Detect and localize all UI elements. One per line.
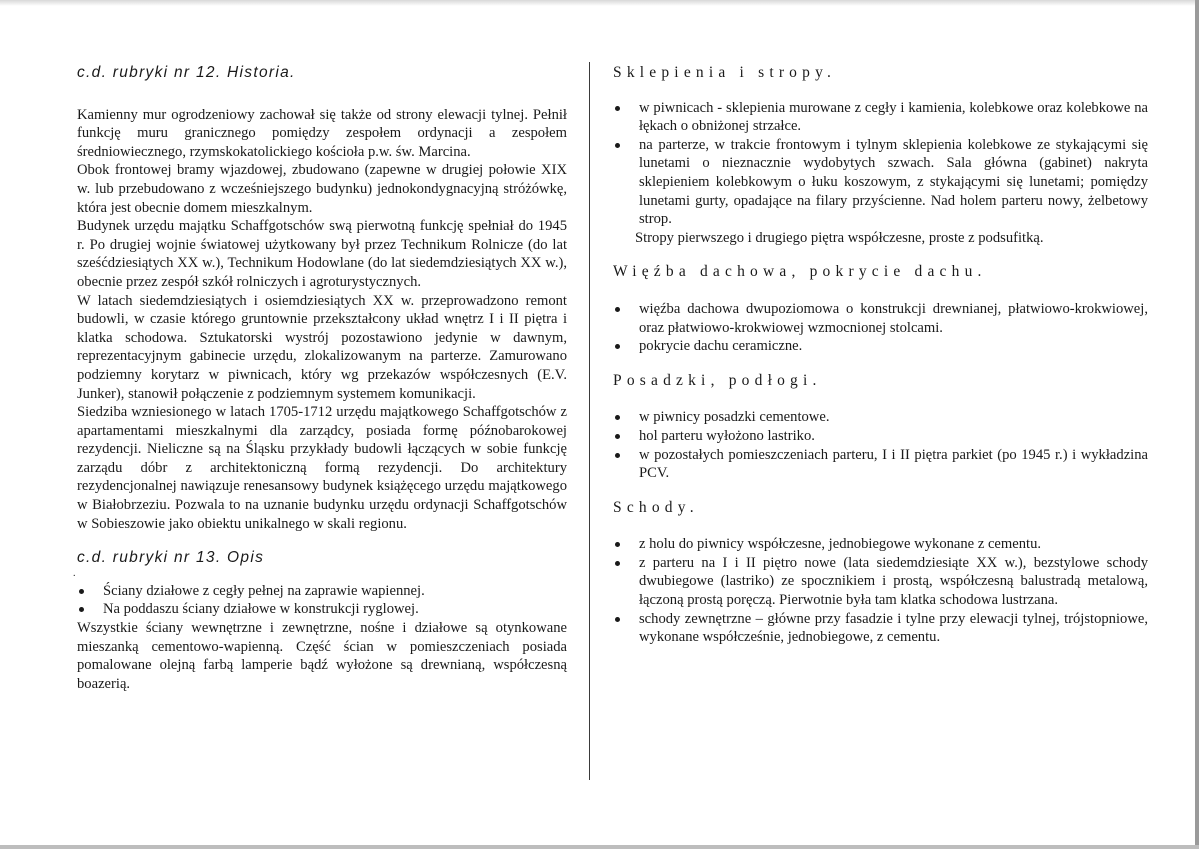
left-column (73, 64, 567, 693)
section-heading-sklepienia: Sklepienia i stropy. (613, 64, 837, 81)
bullet-icon (615, 542, 620, 547)
list-item: Ściany działowe z cegły pełnej na zaprawie wapiennej. (77, 582, 567, 601)
bullet-icon (615, 434, 620, 439)
section-heading-wiezba: Więźba dachowa, pokrycie dachu. (613, 263, 987, 281)
section-heading-schody: Schody. (613, 498, 699, 516)
page-bottom-edge (0, 845, 1199, 849)
page-right-edge (1195, 0, 1199, 849)
bullet-list-wiezba (613, 300, 1148, 356)
bullet-icon (79, 589, 84, 594)
bullet-list-posadzki (613, 408, 1148, 482)
column-divider (589, 62, 590, 780)
paragraph: Kamienny mur ogrodzeniowy zachował się także od strony elewacji tylnej. Pełnił funkcję muru granicznego pomiędzy zespołem ordynacji a zespołem średniowiecznego, rzymskokatolickiego kościoła p.w. św. Marcina. (77, 106, 567, 160)
list-item: na parterze, w trakcie frontowym i tylnym sklepienia kolebkowe ze stykającymi się lunetami o nieznacznie wydobytych szwach. Sala główna (gabinet) nakryta sklepieniem kolebkowym o łuku koszowym, z stykającymi się lunetami; pomiędzy lunetami gurty, opadające na filary przyścienne. Nad holem parteru nowy, żelbetowy strop. (613, 136, 1148, 229)
bullet-icon (615, 307, 620, 312)
bullet-icon (615, 106, 620, 111)
bullet-icon (615, 143, 620, 148)
bullet-icon (79, 607, 84, 612)
bullet-icon (615, 561, 620, 566)
bullet-list-sklepienia (613, 99, 1148, 229)
paragraph: W latach siedemdziesiątych i osiemdziesiątych XX w. przeprowadzono remont budowli, w czasie którego gruntownie przekształcony układ wnętrz I i II piętra i klatka schodowa. Sztukatorski wystrój pozostawiono jedynie w dawnym, reprezentacyjnym gabinecie urzędu, zlokalizowanym na parterze. Zamurowano podziemny korytarz w piwnicach, który wg przekazów współczesnych (E.V. Junker), stanowił połączenie z podziemnym systemem komunikacji. (77, 292, 567, 402)
paragraph: Budynek urzędu majątku Schaffgotschów swą pierwotną funkcję spełniał do 1945 r. Po drugiej wojnie światowej użytkowany był przez Technikum Rolnicze (do lat sześćdziesiątych XX w.), Technikum Hodowlane (do lat siedemdziesiątych XX w.), obecnie przez zespół szkół rolniczych i agroturystycznych. (77, 218, 567, 290)
list-item: w pozostałych pomieszczeniach parteru, I i II piętra parkiet (po 1945 r.) i wykładzina PCV. (613, 446, 1148, 483)
paragraph: Obok frontowej bramy wjazdowej, zbudowano (zapewne w drugiej połowie XIX w. lub przebudowano z wcześniejszego budynku) jednokondygnacyjną stróżówkę, która jest obecnie domem mieszkalnym. (77, 162, 567, 216)
section-heading-posadzki: Posadzki, podłogi. (613, 371, 822, 389)
list-item: schody zewnętrzne – główne przy fasadzie i tylne przy elewacji tylnej, trójstopniowe, wykonane współcześnie, jednobiegowe, z cementu. (613, 610, 1148, 647)
section-heading-historia: c.d. rubryki nr 12. Historia. (77, 64, 296, 81)
list-item: w piwnicy posadzki cementowe. (613, 408, 1148, 427)
paragraph: Siedziba wzniesionego w latach 1705-1712 urzędu majątkowego Schaffgotschów z apartamentami mieszkalnymi dla zarządcy, posiada formę późnobarokowej rezydencji. Nieliczne są na Śląsku przykłady budowli łączących w sobie funkcję zarządu dóbr z architektoniczną formą rezydencji. Do architektury rezydencjonalnej nawiązuje renesansowy budynek książęcego urzędu majątkowego w Białobrzeziu. Pozwala to na uznanie budynku urzędu ordynacji Schaffgotschów w Sobieszowie jako obiektu unikalnego w skali regionu. (77, 404, 567, 532)
list-item: w piwnicach - sklepienia murowane z cegły i kamienia, kolebkowe oraz kolebkowe na łękach o obniżonej strzałce. (613, 99, 1148, 136)
list-item: Na poddaszu ściany działowe w konstrukcji ryglowej. (77, 600, 567, 619)
bullet-icon (615, 415, 620, 420)
page-top-edge (0, 0, 1199, 6)
bullet-list-schody (613, 535, 1148, 647)
bullet-icon (615, 344, 620, 349)
right-column (613, 64, 1148, 647)
list-item: z holu do piwnicy współczesne, jednobiegowe wykonane z cementu. (613, 535, 1148, 554)
stray-mark: . (73, 567, 76, 579)
list-item: z parteru na I i II piętro nowe (lata siedemdziesiąte XX w.), bezstylowe schody dwubiegowe (lastriko) ze spocznikiem i prostą, współczesną balustradą metalową, łączoną prostą poręczą. Pierwotnie była tam klatka schodowa lustrzana. (613, 554, 1148, 610)
bullet-icon (615, 617, 620, 622)
bullet-list-opis (77, 582, 567, 619)
section-heading-opis: c.d. rubryki nr 13. Opis (77, 549, 265, 567)
paragraph: Wszystkie ściany wewnętrzne i zewnętrzne, nośne i działowe są otynkowane mieszanką cementowo-wapienną. Część ścian w pomieszczeniach posiada pomalowane olejną farbą lamperie bądź wyłożone są drewnianą, współczesną boazerią. (77, 620, 567, 692)
list-item: hol parteru wyłożono lastriko. (613, 427, 1148, 446)
list-item: więźba dachowa dwupoziomowa o konstrukcji drewnianej, płatwiowo-krokwiowej, oraz płatwiowo-krokwiowej wzmocnionej stolcami. (613, 300, 1148, 337)
bullet-icon (615, 453, 620, 458)
list-item: pokrycie dachu ceramiczne. (613, 337, 1148, 356)
paragraph: Stropy pierwszego i drugiego piętra współczesne, proste z podsufitką. (635, 229, 1044, 246)
